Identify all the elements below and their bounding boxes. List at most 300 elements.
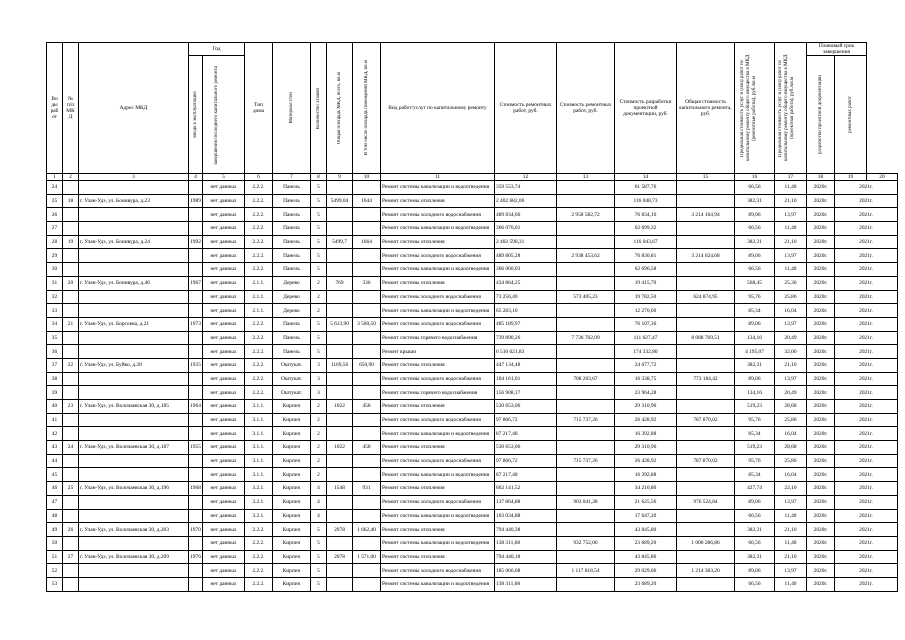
cell-design-cost: 43 845,80 (615, 550, 677, 564)
cell-limit-design: 20,49 (775, 331, 807, 345)
cell-floors: 5 (311, 208, 327, 222)
table-row (47, 304, 898, 318)
cell-row-number: 41 (47, 413, 63, 427)
cell-limit-repair: 89,06 (735, 564, 775, 578)
header-work-type: Вид работ/услуг по капитальному ремонту (381, 43, 495, 174)
cell-address (79, 263, 189, 277)
cell-design-cost: 43 845,80 (615, 523, 677, 537)
cell-plan-design: 2020г. (807, 468, 835, 482)
cell-limit-design: 11,40 (775, 536, 807, 550)
cell-limit-repair: 382,31 (735, 550, 775, 564)
cell-year-built (189, 564, 203, 578)
cell-row-number: 52 (47, 564, 63, 578)
cell-repair-cost-total (557, 276, 615, 290)
cell-limit-repair: 89,06 (735, 495, 775, 509)
cell-total-cost: 1 000 286,86 (677, 536, 735, 550)
table-row (47, 468, 898, 482)
cell-mkd-number (63, 263, 79, 277)
cell-repair-cost-total (557, 263, 615, 277)
cell-room-area: 1644 (353, 194, 381, 208)
table-row (47, 208, 898, 222)
cell-row-number: 36 (47, 345, 63, 359)
cell-room-area (353, 427, 381, 441)
cell-room-area (353, 222, 381, 236)
cell-total-cost (677, 386, 735, 400)
cell-address (79, 222, 189, 236)
cell-total-cost: 976 524,84 (677, 495, 735, 509)
cell-total-cost (677, 468, 735, 482)
cell-year-last-repair: нет данных (203, 194, 245, 208)
cell-work-type: Ремонт крыши (381, 345, 495, 359)
cell-room-area: 1664 (353, 235, 381, 249)
cell-floors: 4 (311, 482, 327, 496)
cell-repair-cost: 530 653,06 (495, 400, 557, 414)
cell-wall-material: Кирпич (273, 523, 311, 537)
cell-limit-design: 16,04 (775, 427, 807, 441)
cell-work-type: Ремонт системы холодного водоснабжения (381, 413, 495, 427)
cell-room-area (353, 290, 381, 304)
cell-year-last-repair: нет данных (203, 400, 245, 414)
cell-mkd-number: 20 (63, 276, 79, 290)
cell-work-type: Ремонт системы отопления (381, 194, 495, 208)
cell-total-area: 1022 (327, 441, 353, 455)
cell-year-last-repair: нет данных (203, 222, 245, 236)
cell-plan-design: 2020г. (807, 181, 835, 195)
cell-address (79, 454, 189, 468)
cell-limit-design: 11,40 (775, 222, 807, 236)
cell-year-last-repair: нет данных (203, 331, 245, 345)
header-floors: Количество этажей (311, 43, 327, 174)
column-number: 16 (735, 174, 775, 181)
column-number: 14 (615, 174, 677, 181)
cell-total-cost (677, 222, 735, 236)
cell-work-type: Ремонт системы холодного водоснабжения (381, 208, 495, 222)
cell-limit-repair: 85,34 (735, 304, 775, 318)
cell-total-cost (677, 427, 735, 441)
cell-total-area (327, 509, 353, 523)
cell-address: г. Улан-Удэ, ул. Борсоева, д.21 (79, 317, 189, 331)
cell-year-built (189, 427, 203, 441)
table-row (47, 331, 898, 345)
column-number: 5 (203, 174, 245, 181)
cell-design-cost: 76 830,81 (615, 249, 677, 263)
cell-plan-design: 2020г. (807, 427, 835, 441)
table-row (47, 550, 898, 564)
cell-limit-repair: 4 195,07 (735, 345, 775, 359)
cell-plan-repair: 2021г. (835, 222, 898, 236)
cell-mkd-number (63, 222, 79, 236)
cell-work-type: Ремонт системы холодного водоснабжения (381, 495, 495, 509)
cell-work-type: Ремонт системы холодного водоснабжения (381, 290, 495, 304)
cell-wall-material: Панель (273, 345, 311, 359)
column-number: 8 (311, 174, 327, 181)
cell-limit-design: 11,40 (775, 181, 807, 195)
cell-year-built: 1967 (189, 276, 203, 290)
cell-mkd-number (63, 495, 79, 509)
cell-year-built (189, 345, 203, 359)
header-limit-repair: Предельная стоимость услуг и (или) работ по капитальному ремонту общего имущества в МКД (ремонтные работы), руб./кв.м (735, 43, 775, 174)
column-number: 20 (867, 174, 898, 181)
cell-work-type: Ремонт системы канализации и водоотведения (381, 222, 495, 236)
cell-wall-material: Панель (273, 181, 311, 195)
cell-design-cost: 116 043,67 (615, 235, 677, 249)
cell-house-type: 2.2.2. (245, 550, 273, 564)
cell-total-area: 2078 (327, 523, 353, 537)
cell-limit-design: 32,00 (775, 345, 807, 359)
cell-mkd-number (63, 345, 79, 359)
cell-total-cost: 8 088 769,51 (677, 331, 735, 345)
cell-design-cost: 174 332,80 (615, 345, 677, 359)
cell-room-area (353, 208, 381, 222)
cell-total-area (327, 263, 353, 277)
cell-total-cost (677, 317, 735, 331)
cell-limit-repair: 519,23 (735, 441, 775, 455)
cell-total-area: 2078 (327, 550, 353, 564)
cell-wall-material: Панель (273, 249, 311, 263)
cell-room-area (353, 536, 381, 550)
cell-house-type: 2.2.2. (245, 249, 273, 263)
cell-plan-repair: 2021г. (835, 413, 898, 427)
cell-mkd-number: 26 (63, 523, 79, 537)
table-row (47, 523, 898, 537)
cell-limit-design: 13,97 (775, 564, 807, 578)
cell-plan-design: 2020г. (807, 523, 835, 537)
cell-design-cost: 21 625,56 (615, 495, 677, 509)
cell-row-number: 44 (47, 454, 63, 468)
cell-year-built (189, 536, 203, 550)
cell-plan-repair: 2021г. (835, 468, 898, 482)
cell-total-area (327, 181, 353, 195)
cell-year-built: 1955 (189, 441, 203, 455)
cell-address (79, 509, 189, 523)
cell-wall-material: Дерево (273, 304, 311, 318)
cell-total-area (327, 304, 353, 318)
table-row (47, 495, 898, 509)
cell-total-cost: 3 214 024,68 (677, 249, 735, 263)
cell-room-area: 1 662,40 (353, 523, 381, 537)
cell-room-area: 336 (353, 276, 381, 290)
cell-work-type: Ремонт системы канализации и водоотведения (381, 263, 495, 277)
cell-room-area (353, 372, 381, 386)
cell-room-area (353, 263, 381, 277)
cell-year-last-repair: нет данных (203, 317, 245, 331)
cell-plan-repair: 2021г. (835, 304, 898, 318)
cell-repair-cost-total (557, 509, 615, 523)
cell-mkd-number: 19 (63, 235, 79, 249)
cell-mkd-number: 21 (63, 317, 79, 331)
cell-year-last-repair: нет данных (203, 454, 245, 468)
table-row (47, 194, 898, 208)
cell-floors: 4 (311, 495, 327, 509)
cell-mkd-number (63, 372, 79, 386)
cell-total-area (327, 536, 353, 550)
cell-house-type: 3.2.1. (245, 509, 273, 523)
cell-year-built (189, 290, 203, 304)
cell-mkd-number: 24 (63, 441, 79, 455)
cell-limit-design: 28,68 (775, 400, 807, 414)
cell-house-type: 3.1.1. (245, 413, 273, 427)
cell-address: г. Улан-Удэ, ул. Волочаевская 30, д.203 (79, 523, 189, 537)
cell-year-last-repair: нет данных (203, 290, 245, 304)
cell-repair-cost-total (557, 427, 615, 441)
cell-repair-cost: 794 440,38 (495, 523, 557, 537)
cell-repair-cost-total: 573 405,23 (557, 290, 615, 304)
cell-house-type: 2.2.2. (245, 181, 273, 195)
cell-plan-design: 2020г. (807, 372, 835, 386)
cell-floors: 5 (311, 222, 327, 236)
cell-year-built: 1964 (189, 400, 203, 414)
cell-work-type: Ремонт системы отопления (381, 550, 495, 564)
cell-wall-material: Оштукат. (273, 372, 311, 386)
cell-year-last-repair: нет данных (203, 550, 245, 564)
cell-wall-material: Дерево (273, 290, 311, 304)
cell-floors: 5 (311, 577, 327, 591)
cell-total-cost: 624 874,95 (677, 290, 735, 304)
cell-repair-cost-total (557, 441, 615, 455)
cell-address: г. Улан-Удэ, ул. Бонивура, д.46 (79, 276, 189, 290)
cell-house-type: 2.2.2. (245, 536, 273, 550)
cell-limit-design: 28,68 (775, 441, 807, 455)
cell-limit-design: 25,86 (775, 454, 807, 468)
cell-total-cost (677, 577, 735, 591)
cell-plan-design: 2020г. (807, 263, 835, 277)
cell-house-type: 2.2.2. (245, 208, 273, 222)
cell-row-number: 28 (47, 235, 63, 249)
cell-total-area (327, 345, 353, 359)
cell-total-area (327, 222, 353, 236)
cell-repair-cost: 662 141,52 (495, 482, 557, 496)
header-total-area: Общая площадь МКД, всего, кв.м (327, 43, 353, 174)
cell-repair-cost: 138 311,68 (495, 577, 557, 591)
cell-limit-repair: 66,56 (735, 263, 775, 277)
cell-total-area (327, 468, 353, 482)
cell-total-area: 1548 (327, 482, 353, 496)
cell-row-number: 37 (47, 358, 63, 372)
cell-mkd-number: 22 (63, 358, 79, 372)
header-wall-material: Материал стен (273, 43, 311, 174)
cell-total-area: 1169,56 (327, 358, 353, 372)
header-year-last-repair: завершения последнего капитального ремонта (203, 56, 245, 174)
cell-work-type: Ремонт системы холодного водоснабжения (381, 317, 495, 331)
header-total-cost: Общая стоимость капитального ремонта, руб. (677, 43, 735, 174)
cell-room-area (353, 577, 381, 591)
cell-limit-repair: 134,16 (735, 331, 775, 345)
cell-plan-design: 2020г. (807, 249, 835, 263)
cell-design-cost: 26 428,92 (615, 454, 677, 468)
cell-address (79, 427, 189, 441)
cell-year-built: 1935 (189, 358, 203, 372)
cell-limit-repair: 66,56 (735, 181, 775, 195)
cell-address (79, 345, 189, 359)
cell-row-number: 25 (47, 194, 63, 208)
cell-design-cost: 17 647,20 (615, 509, 677, 523)
cell-limit-design: 13,97 (775, 208, 807, 222)
cell-plan-design: 2020г. (807, 345, 835, 359)
cell-wall-material: Панель (273, 331, 311, 345)
cell-limit-design: 13,97 (775, 495, 807, 509)
cell-plan-repair: 2021г. (835, 290, 898, 304)
cell-room-area: 458 (353, 400, 381, 414)
cell-work-type: Ремонт системы канализации и водоотведения (381, 181, 495, 195)
cell-wall-material: Панель (273, 263, 311, 277)
cell-house-type: 2.2.2. (245, 564, 273, 578)
cell-mkd-number (63, 290, 79, 304)
cell-year-built: 1973 (189, 317, 203, 331)
cell-plan-repair: 2021г. (835, 400, 898, 414)
cell-wall-material: Панель (273, 194, 311, 208)
cell-limit-repair: 382,31 (735, 523, 775, 537)
cell-year-last-repair: нет данных (203, 536, 245, 550)
cell-plan-design: 2020г. (807, 386, 835, 400)
cell-repair-cost: 138 311,68 (495, 536, 557, 550)
cell-row-number: 42 (47, 427, 63, 441)
cell-design-cost: 62 699,32 (615, 222, 677, 236)
cell-repair-cost: 485 189,97 (495, 317, 557, 331)
cell-plan-design: 2020г. (807, 454, 835, 468)
cell-mkd-number: 25 (63, 482, 79, 496)
cell-year-last-repair: нет данных (203, 263, 245, 277)
cell-address (79, 290, 189, 304)
cell-house-type: 3.1.1. (245, 454, 273, 468)
cell-row-number: 43 (47, 441, 63, 455)
cell-floors: 2 (311, 290, 327, 304)
cell-row-number: 26 (47, 208, 63, 222)
cell-address: г. Улан-Удэ, ул. Волочаевская 30, д.196 (79, 482, 189, 496)
cell-work-type: Ремонт системы канализации и водоотведения (381, 577, 495, 591)
cell-limit-design: 11,40 (775, 263, 807, 277)
cell-total-area (327, 331, 353, 345)
cell-work-type: Ремонт системы отопления (381, 276, 495, 290)
cell-year-built (189, 509, 203, 523)
column-number: 6 (245, 174, 273, 181)
cell-floors: 2 (311, 304, 327, 318)
cell-row-number: 39 (47, 386, 63, 400)
cell-year-last-repair: нет данных (203, 495, 245, 509)
cell-design-cost: 16 338,75 (615, 372, 677, 386)
cell-total-cost: 3 214 164,94 (677, 208, 735, 222)
column-number: 18 (807, 174, 835, 181)
cell-limit-repair: 95,76 (735, 454, 775, 468)
cell-floors: 5 (311, 181, 327, 195)
cell-address: г. Улан-Удэ, ул. Волочаевская 30, д.185 (79, 400, 189, 414)
cell-plan-repair: 2021г. (835, 208, 898, 222)
cell-mkd-number (63, 427, 79, 441)
header-mkd-no: № п/п МК Д (63, 43, 79, 174)
cell-address (79, 386, 189, 400)
header-plan-repair: ремонтных работ (835, 56, 867, 174)
cell-year-last-repair: нет данных (203, 304, 245, 318)
cell-mkd-number (63, 413, 79, 427)
cell-year-last-repair: нет данных (203, 235, 245, 249)
cell-row-number: 31 (47, 276, 63, 290)
cell-plan-design: 2020г. (807, 194, 835, 208)
cell-design-cost: 111 627,47 (615, 331, 677, 345)
table-row (47, 482, 898, 496)
cell-plan-repair: 2021г. (835, 263, 898, 277)
cell-total-cost (677, 358, 735, 372)
cell-year-built (189, 413, 203, 427)
column-number: 19 (835, 174, 867, 181)
cell-limit-repair: 85,34 (735, 468, 775, 482)
cell-plan-repair: 2021г. (835, 427, 898, 441)
cell-total-area (327, 577, 353, 591)
cell-address (79, 468, 189, 482)
cell-year-built: 1970 (189, 523, 203, 537)
cell-address (79, 536, 189, 550)
cell-row-number: 30 (47, 263, 63, 277)
column-number: 15 (677, 174, 735, 181)
cell-year-built (189, 222, 203, 236)
cell-total-cost (677, 304, 735, 318)
cell-address: г. Улан-Удэ, ул. Волочаевская 30, д.187 (79, 441, 189, 455)
cell-total-area: 1022 (327, 400, 353, 414)
cell-wall-material: Кирпич (273, 495, 311, 509)
cell-limit-design: 13,97 (775, 372, 807, 386)
header-repair-cost: Стоимость ремонтных работ, руб. (495, 43, 557, 174)
cell-limit-repair: 568,45 (735, 276, 775, 290)
cell-plan-design: 2020г. (807, 413, 835, 427)
cell-limit-design: 21,10 (775, 194, 807, 208)
cell-plan-design: 2020г. (807, 441, 835, 455)
cell-repair-cost-total: 2 958 582,72 (557, 208, 615, 222)
cell-year-last-repair: нет данных (203, 249, 245, 263)
cell-mkd-number (63, 386, 79, 400)
cell-wall-material: Кирпич (273, 468, 311, 482)
cell-plan-repair: 2021г. (835, 194, 898, 208)
cell-repair-cost: 366 060,03 (495, 263, 557, 277)
table-row (47, 564, 898, 578)
cell-year-last-repair: нет данных (203, 413, 245, 427)
cell-floors: 2 (311, 427, 327, 441)
cell-work-type: Ремонт системы горячего водоснабжения (381, 331, 495, 345)
cell-room-area (353, 413, 381, 427)
cell-design-cost: 23 689,20 (615, 577, 677, 591)
cell-repair-cost-total (557, 235, 615, 249)
cell-plan-design: 2020г. (807, 482, 835, 496)
cell-total-cost (677, 550, 735, 564)
cell-row-number: 46 (47, 482, 63, 496)
cell-floors: 2 (311, 276, 327, 290)
cell-house-type: 3.2.1. (245, 482, 273, 496)
cell-year-built: 1968 (189, 482, 203, 496)
header-year-built: ввода в эксплуатацию (189, 56, 203, 174)
cell-address: г. Улан-Удэ, ул. Волочаевская 30, д.209 (79, 550, 189, 564)
cell-floors: 5 (311, 235, 327, 249)
cell-repair-cost: 530 653,06 (495, 441, 557, 455)
cell-work-type: Ремонт системы канализации и водоотведения (381, 536, 495, 550)
cell-repair-cost-total: 715 737,26 (557, 454, 615, 468)
cell-plan-repair: 2021г. (835, 345, 898, 359)
cell-wall-material: Дерево (273, 276, 311, 290)
header-work-no: Во ды раб от (47, 43, 63, 174)
cell-repair-cost-total (557, 400, 615, 414)
cell-mkd-number: 27 (63, 550, 79, 564)
cell-plan-design: 2020г. (807, 208, 835, 222)
cell-repair-cost-total: 7 736 702,09 (557, 331, 615, 345)
cell-floors: 5 (311, 345, 327, 359)
table-row (47, 358, 898, 372)
cell-repair-cost-total: 2 938 453,62 (557, 249, 615, 263)
cell-house-type: 2.2.2. (245, 317, 273, 331)
cell-total-cost (677, 441, 735, 455)
cell-mkd-number (63, 577, 79, 591)
column-number: 7 (273, 174, 311, 181)
cell-house-type: 2.1.1. (245, 276, 273, 290)
cell-year-last-repair: нет данных (203, 358, 245, 372)
cell-floors: 2 (311, 441, 327, 455)
cell-limit-repair: 382,31 (735, 358, 775, 372)
cell-wall-material: Панель (273, 235, 311, 249)
